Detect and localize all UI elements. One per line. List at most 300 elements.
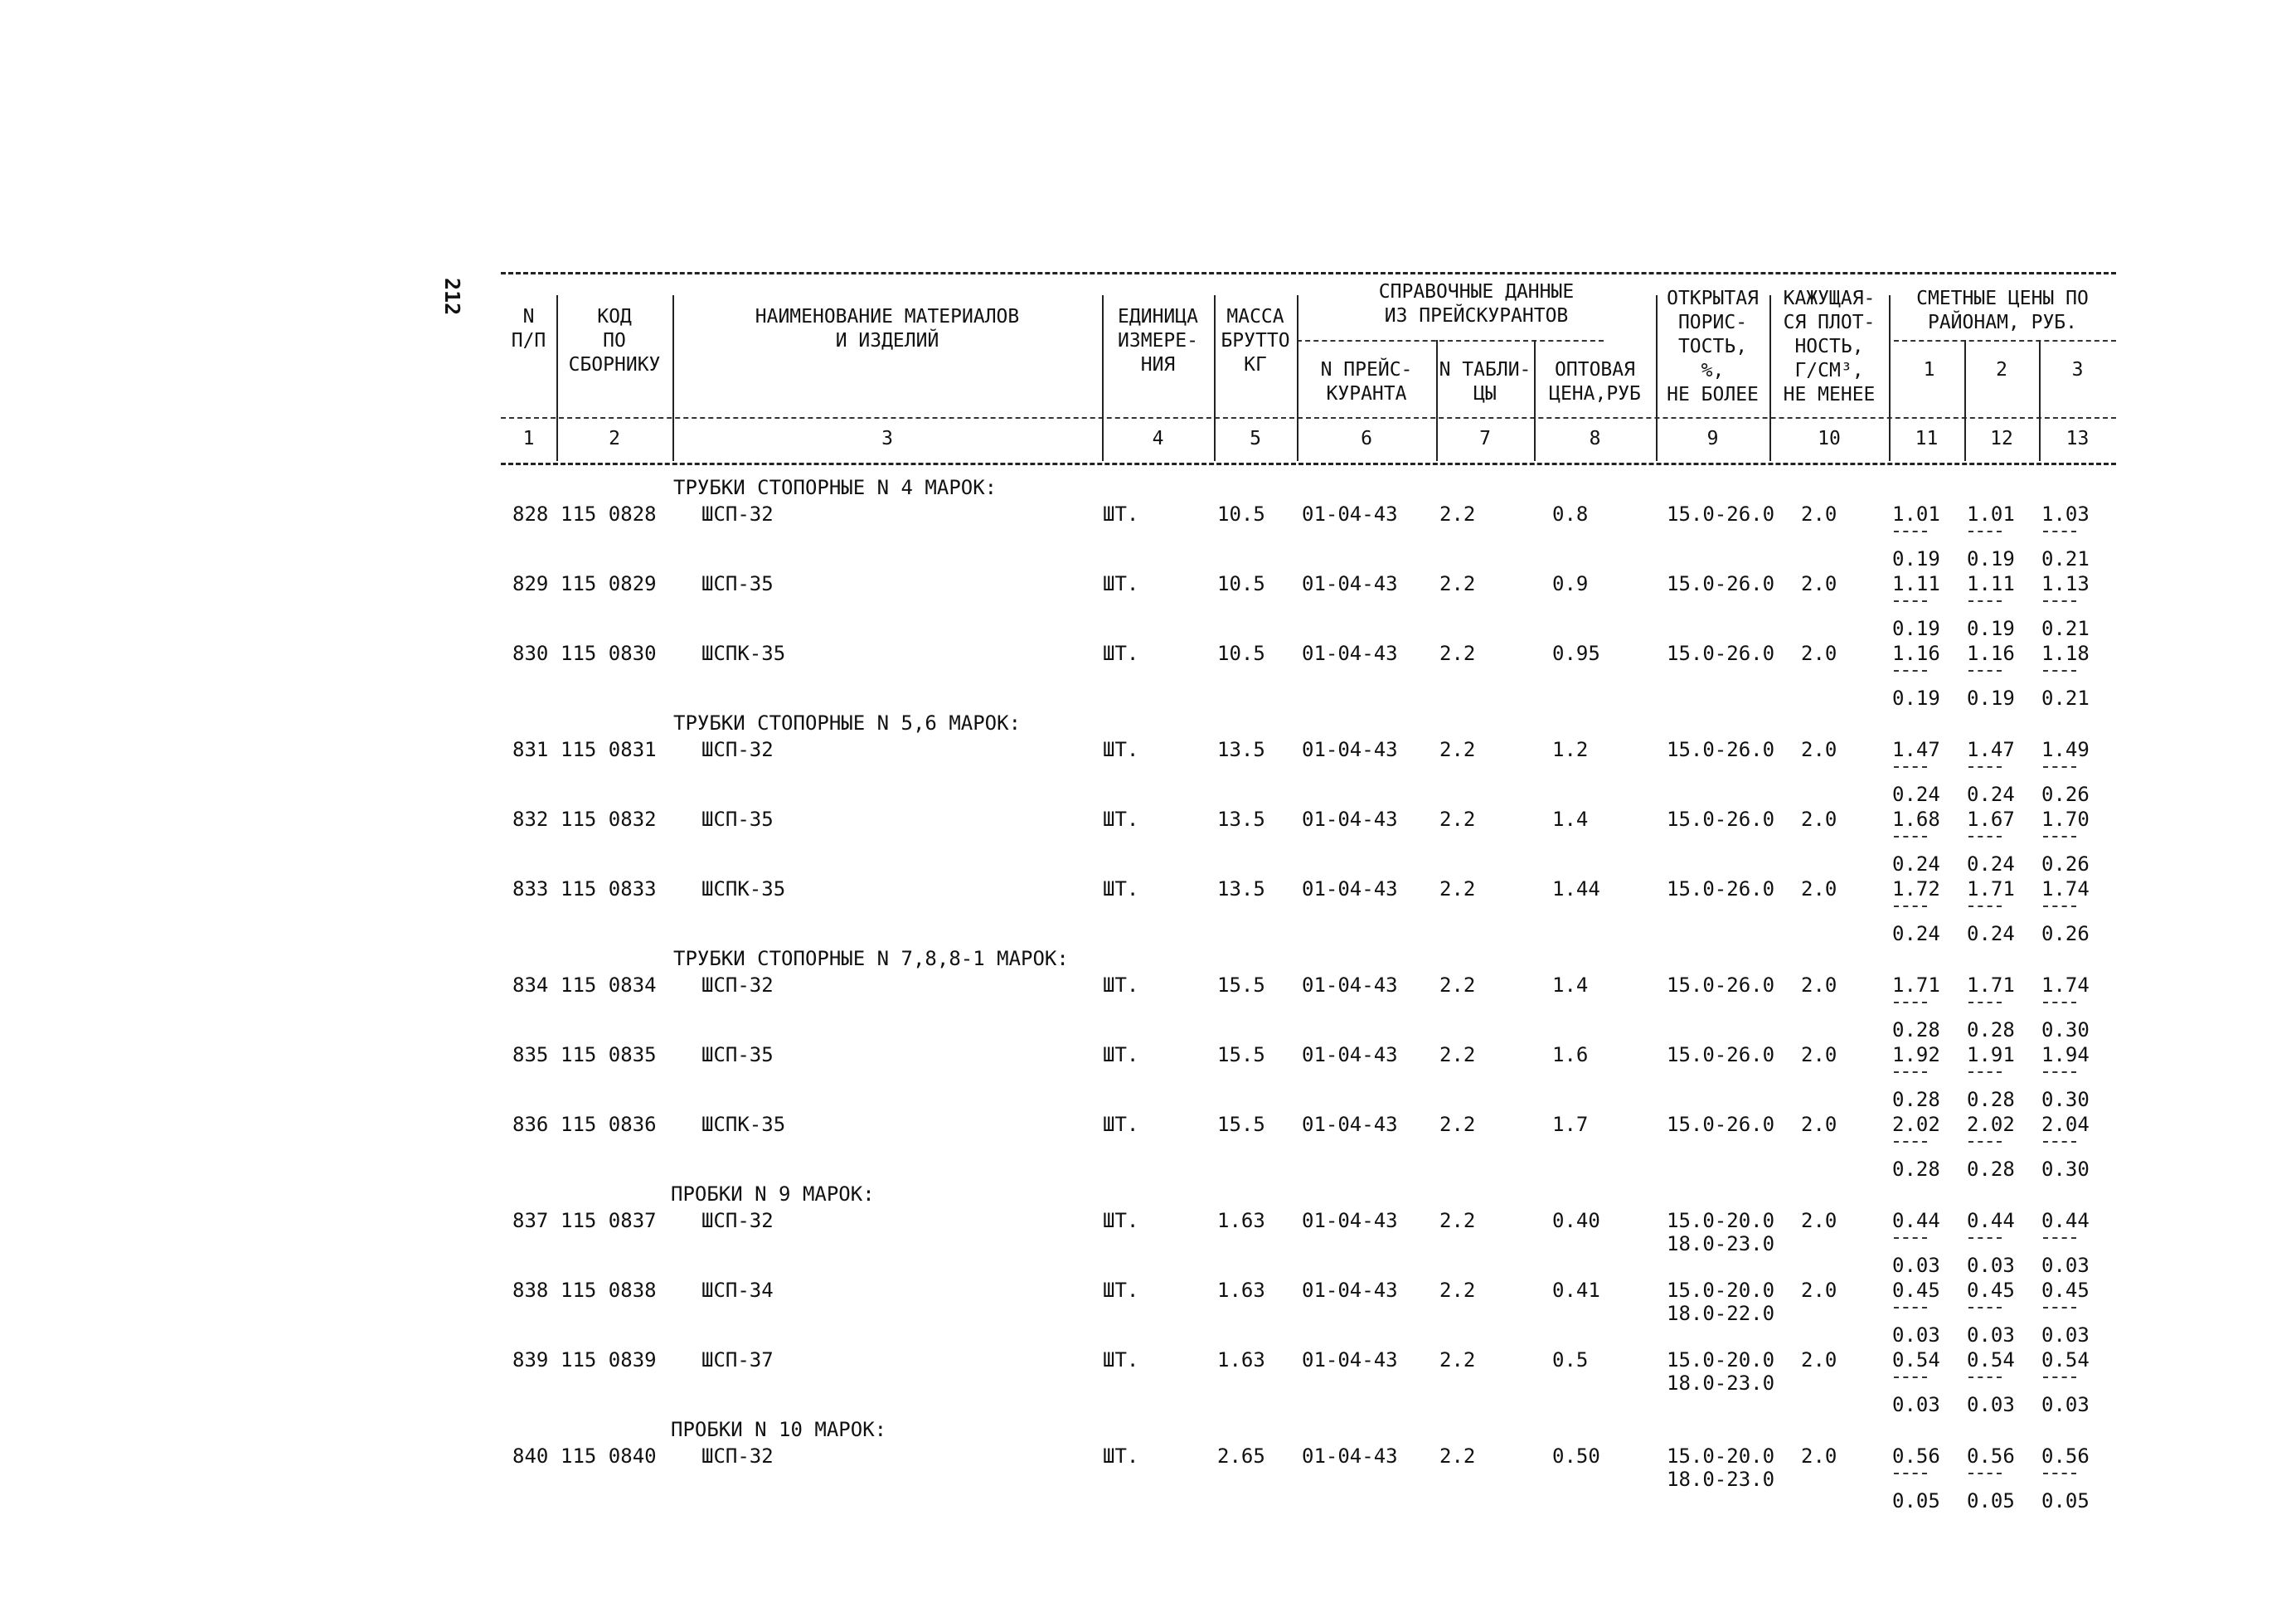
- row-material-name: ШСП-35: [701, 572, 774, 595]
- row-porosity: 15.0-26.0: [1667, 877, 1775, 901]
- header-estimated-prices: СМЕТНЫЕ ЦЕНЫ ПО РАЙОНАМ, РУБ.: [1916, 288, 2089, 333]
- row-material-name: ШСП-32: [701, 1209, 774, 1232]
- row-wholesale-price: 0.41: [1552, 1279, 1600, 1302]
- row-wage-1: 0.19: [1892, 617, 1940, 640]
- col-number: 1: [522, 428, 535, 449]
- row-code: 115 0840: [561, 1444, 657, 1468]
- row-porosity: 15.0-26.0: [1667, 1113, 1775, 1136]
- row-wage-3: 0.30: [2041, 1088, 2090, 1111]
- group-heading: ТРУБКИ СТОПОРНЫЕ N 5,6 МАРОК:: [673, 711, 1022, 735]
- fraction-bar: [1894, 1473, 1927, 1474]
- fraction-bar: [1894, 836, 1927, 837]
- row-porosity: 15.0-20.0: [1667, 1444, 1775, 1468]
- row-est-price-2: 1.16: [1967, 642, 2015, 665]
- row-code: 115 0834: [561, 973, 657, 997]
- col-number: 3: [881, 428, 893, 449]
- row-density: 2.0: [1801, 572, 1837, 595]
- row-code: 115 0829: [561, 572, 657, 595]
- row-price-list: 01-04-43: [1302, 572, 1398, 595]
- row-est-price-3: 1.03: [2041, 502, 2090, 526]
- row-unit: ШТ.: [1103, 1444, 1139, 1468]
- row-wage-2: 0.28: [1967, 1018, 2015, 1041]
- row-est-price-2: 1.67: [1967, 808, 2015, 831]
- row-price-list: 01-04-43: [1302, 642, 1398, 665]
- row-porosity-alt: 18.0-22.0: [1667, 1302, 1775, 1325]
- row-number: 828: [512, 502, 549, 526]
- row-wage-3: 0.05: [2041, 1489, 2090, 1512]
- row-est-price-3: 1.74: [2041, 973, 2090, 997]
- row-table-no: 2.2: [1439, 1209, 1476, 1232]
- row-material-name: ШСП-34: [701, 1279, 774, 1302]
- row-price-list: 01-04-43: [1302, 877, 1398, 901]
- row-wage-3: 0.26: [2041, 922, 2090, 945]
- row-price-list: 01-04-43: [1302, 738, 1398, 761]
- row-est-price-2: 0.45: [1967, 1279, 2015, 1302]
- row-porosity: 15.0-26.0: [1667, 808, 1775, 831]
- row-porosity: 15.0-20.0: [1667, 1279, 1775, 1302]
- row-wage-3: 0.03: [2041, 1254, 2090, 1277]
- header-table-no: N ТАБЛИ- ЦЫ: [1439, 359, 1531, 405]
- row-material-name: ШСП-35: [701, 808, 774, 831]
- row-est-price-3: 1.49: [2041, 738, 2090, 761]
- row-wholesale-price: 0.5: [1552, 1348, 1589, 1372]
- row-est-price-1: 1.71: [1892, 973, 1940, 997]
- row-wage-2: 0.24: [1967, 783, 2015, 806]
- row-table-no: 2.2: [1439, 877, 1476, 901]
- header-region-3: 3: [2071, 359, 2084, 381]
- col-number: 12: [1990, 428, 2013, 449]
- row-table-no: 2.2: [1439, 1348, 1476, 1372]
- row-est-price-3: 2.04: [2041, 1113, 2090, 1136]
- row-number: 837: [512, 1209, 549, 1232]
- row-number: 838: [512, 1279, 549, 1302]
- col-number: 9: [1706, 428, 1719, 449]
- fraction-bar: [1968, 905, 2002, 907]
- row-est-price-1: 1.11: [1892, 572, 1940, 595]
- row-porosity: 15.0-26.0: [1667, 973, 1775, 997]
- row-number: 835: [512, 1043, 549, 1066]
- row-est-price-1: 1.01: [1892, 502, 1940, 526]
- row-wage-2: 0.19: [1967, 547, 2015, 570]
- row-unit: ШТ.: [1103, 877, 1139, 901]
- row-wholesale-price: 0.8: [1552, 502, 1589, 526]
- row-density: 2.0: [1801, 877, 1837, 901]
- row-table-no: 2.2: [1439, 1444, 1476, 1468]
- ref-subheader-rule: [1297, 340, 1604, 342]
- row-unit: ШТ.: [1103, 572, 1139, 595]
- fraction-bar: [2043, 836, 2076, 837]
- fraction-bar: [1968, 1071, 2002, 1073]
- row-unit: ШТ.: [1103, 1209, 1139, 1232]
- row-wage-2: 0.24: [1967, 922, 2015, 945]
- fraction-bar: [2043, 1376, 2076, 1378]
- table-row: [501, 572, 2116, 642]
- table-row: [501, 808, 2116, 877]
- row-est-price-3: 0.56: [2041, 1444, 2090, 1468]
- row-mass: 15.5: [1217, 1113, 1265, 1136]
- row-wage-2: 0.03: [1967, 1393, 2015, 1416]
- row-material-name: ШСП-32: [701, 973, 774, 997]
- row-porosity: 15.0-26.0: [1667, 502, 1775, 526]
- row-mass: 13.5: [1217, 877, 1265, 901]
- row-density: 2.0: [1801, 1348, 1837, 1372]
- header-divider: [501, 417, 2116, 419]
- fraction-bar: [1894, 531, 1927, 532]
- row-est-price-3: 0.45: [2041, 1279, 2090, 1302]
- col-number: 8: [1589, 428, 1601, 449]
- row-density: 2.0: [1801, 502, 1837, 526]
- row-table-no: 2.2: [1439, 1279, 1476, 1302]
- row-est-price-1: 2.02: [1892, 1113, 1940, 1136]
- row-price-list: 01-04-43: [1302, 1279, 1398, 1302]
- table-row: [501, 1043, 2116, 1113]
- header-region-1: 1: [1923, 359, 1935, 381]
- row-est-price-2: 1.71: [1967, 973, 2015, 997]
- row-price-list: 01-04-43: [1302, 1043, 1398, 1066]
- row-code: 115 0832: [561, 808, 657, 831]
- fraction-bar: [1968, 1237, 2002, 1239]
- row-wage-2: 0.19: [1967, 617, 2015, 640]
- row-est-price-2: 1.11: [1967, 572, 2015, 595]
- row-est-price-1: 0.45: [1892, 1279, 1940, 1302]
- row-code: 115 0836: [561, 1113, 657, 1136]
- row-table-no: 2.2: [1439, 1043, 1476, 1066]
- row-code: 115 0835: [561, 1043, 657, 1066]
- fraction-bar: [2043, 905, 2076, 907]
- header-name: НАИМЕНОВАНИЕ МАТЕРИАЛОВ И ИЗДЕЛИЙ: [755, 306, 1020, 352]
- row-est-price-3: 1.70: [2041, 808, 2090, 831]
- row-code: 115 0838: [561, 1279, 657, 1302]
- row-density: 2.0: [1801, 1444, 1837, 1468]
- row-est-price-2: 2.02: [1967, 1113, 2015, 1136]
- row-number: 830: [512, 642, 549, 665]
- row-porosity-alt: 18.0-23.0: [1667, 1372, 1775, 1395]
- row-material-name: ШСП-37: [701, 1348, 774, 1372]
- row-est-price-1: 1.16: [1892, 642, 1940, 665]
- fraction-bar: [1894, 1002, 1927, 1003]
- row-est-price-1: 1.92: [1892, 1043, 1940, 1066]
- table-row: [501, 1113, 2116, 1182]
- header-code: КОД ПО СБОРНИКУ: [568, 306, 661, 376]
- header-n: N П/П: [511, 306, 546, 352]
- header-reference: СПРАВОЧНЫЕ ДАННЫЕ ИЗ ПРЕЙСКУРАНТОВ: [1378, 281, 1575, 327]
- row-wage-3: 0.21: [2041, 687, 2090, 710]
- fraction-bar: [2043, 1237, 2076, 1239]
- row-wage-1: 0.03: [1892, 1323, 1940, 1347]
- row-density: 2.0: [1801, 1279, 1837, 1302]
- row-table-no: 2.2: [1439, 502, 1476, 526]
- row-number: 831: [512, 738, 549, 761]
- group-heading: ТРУБКИ СТОПОРНЫЕ N 7,8,8-1 МАРОК:: [673, 947, 1069, 970]
- table-row: [501, 738, 2116, 808]
- row-mass: 2.65: [1217, 1444, 1265, 1468]
- row-unit: ШТ.: [1103, 808, 1139, 831]
- row-wage-2: 0.05: [1967, 1489, 2015, 1512]
- fraction-bar: [1968, 531, 2002, 532]
- row-est-price-3: 1.18: [2041, 642, 2090, 665]
- fraction-bar: [1968, 600, 2002, 602]
- row-wholesale-price: 1.44: [1552, 877, 1600, 901]
- row-material-name: ШСП-32: [701, 502, 774, 526]
- row-porosity: 15.0-26.0: [1667, 642, 1775, 665]
- row-code: 115 0830: [561, 642, 657, 665]
- row-wage-3: 0.03: [2041, 1323, 2090, 1347]
- fraction-bar: [1968, 1002, 2002, 1003]
- row-wage-1: 0.28: [1892, 1018, 1940, 1041]
- row-wage-1: 0.03: [1892, 1393, 1940, 1416]
- row-est-price-1: 0.54: [1892, 1348, 1940, 1372]
- col-number: 7: [1479, 428, 1491, 449]
- row-unit: ШТ.: [1103, 738, 1139, 761]
- row-wage-1: 0.28: [1892, 1088, 1940, 1111]
- row-table-no: 2.2: [1439, 738, 1476, 761]
- row-mass: 15.5: [1217, 973, 1265, 997]
- fraction-bar: [2043, 600, 2076, 602]
- row-price-list: 01-04-43: [1302, 1348, 1398, 1372]
- row-wage-1: 0.05: [1892, 1489, 1940, 1512]
- row-est-price-2: 0.44: [1967, 1209, 2015, 1232]
- fraction-bar: [1894, 670, 1927, 672]
- fraction-bar: [2043, 1141, 2076, 1143]
- row-wholesale-price: 0.9: [1552, 572, 1589, 595]
- row-wage-3: 0.26: [2041, 783, 2090, 806]
- row-wholesale-price: 0.95: [1552, 642, 1600, 665]
- row-code: 115 0831: [561, 738, 657, 761]
- page-number: 212: [440, 278, 464, 316]
- table-row: [501, 642, 2116, 711]
- row-mass: 1.63: [1217, 1279, 1265, 1302]
- row-wage-3: 0.30: [2041, 1018, 2090, 1041]
- row-est-price-1: 1.47: [1892, 738, 1940, 761]
- row-material-name: ШСПК-35: [701, 1113, 786, 1136]
- row-wage-2: 0.28: [1967, 1088, 2015, 1111]
- row-density: 2.0: [1801, 1043, 1837, 1066]
- group-heading: ТРУБКИ СТОПОРНЫЕ N 4 МАРОК:: [673, 476, 998, 499]
- header-region-2: 2: [1996, 359, 2007, 381]
- row-wage-3: 0.26: [2041, 852, 2090, 876]
- row-wholesale-price: 1.6: [1552, 1043, 1589, 1066]
- row-wholesale-price: 1.4: [1552, 808, 1589, 831]
- est-subheader-rule: [1894, 340, 2116, 342]
- row-wholesale-price: 1.4: [1552, 973, 1589, 997]
- row-unit: ШТ.: [1103, 1113, 1139, 1136]
- row-density: 2.0: [1801, 1209, 1837, 1232]
- row-est-price-1: 0.44: [1892, 1209, 1940, 1232]
- fraction-bar: [2043, 670, 2076, 672]
- row-number: 836: [512, 1113, 549, 1136]
- row-wholesale-price: 1.7: [1552, 1113, 1589, 1136]
- row-wage-1: 0.03: [1892, 1254, 1940, 1277]
- row-wage-1: 0.28: [1892, 1158, 1940, 1181]
- row-material-name: ШСП-35: [701, 1043, 774, 1066]
- fraction-bar: [1968, 1141, 2002, 1143]
- row-est-price-2: 0.56: [1967, 1444, 2015, 1468]
- fraction-bar: [1968, 1376, 2002, 1378]
- row-unit: ШТ.: [1103, 973, 1139, 997]
- group-heading: ПРОБКИ N 10 МАРОК:: [671, 1418, 887, 1441]
- row-wage-2: 0.28: [1967, 1158, 2015, 1181]
- header-price-list: N ПРЕЙС- КУРАНТА: [1320, 359, 1413, 405]
- row-wage-1: 0.19: [1892, 687, 1940, 710]
- row-number: 829: [512, 572, 549, 595]
- row-porosity: 15.0-20.0: [1667, 1348, 1775, 1372]
- row-density: 2.0: [1801, 973, 1837, 997]
- row-est-price-3: 0.54: [2041, 1348, 2090, 1372]
- row-wage-1: 0.24: [1892, 783, 1940, 806]
- fraction-bar: [1968, 670, 2002, 672]
- row-density: 2.0: [1801, 1113, 1837, 1136]
- row-est-price-2: 1.47: [1967, 738, 2015, 761]
- row-est-price-2: 1.71: [1967, 877, 2015, 901]
- fraction-bar: [1968, 766, 2002, 768]
- col-number: 5: [1250, 428, 1261, 449]
- row-code: 115 0833: [561, 877, 657, 901]
- fraction-bar: [2043, 766, 2076, 768]
- table-row: [501, 502, 2116, 572]
- row-wage-1: 0.24: [1892, 852, 1940, 876]
- row-porosity: 15.0-20.0: [1667, 1209, 1775, 1232]
- row-wholesale-price: 0.50: [1552, 1444, 1600, 1468]
- fraction-bar: [1894, 1237, 1927, 1239]
- row-number: 839: [512, 1348, 549, 1372]
- fraction-bar: [2043, 1307, 2076, 1308]
- row-wage-2: 0.19: [1967, 687, 2015, 710]
- row-number: 840: [512, 1444, 549, 1468]
- fraction-bar: [2043, 1071, 2076, 1073]
- row-table-no: 2.2: [1439, 808, 1476, 831]
- col-number: 2: [609, 428, 620, 449]
- header-wholesale: ОПТОВАЯ ЦЕНА,РУБ: [1549, 359, 1641, 405]
- row-mass: 10.5: [1217, 502, 1265, 526]
- table-row: [501, 973, 2116, 1043]
- row-est-price-3: 1.94: [2041, 1043, 2090, 1066]
- row-material-name: ШСП-32: [701, 1444, 774, 1468]
- price-table: [501, 272, 2116, 1541]
- row-wage-3: 0.21: [2041, 617, 2090, 640]
- header-density: КАЖУЩАЯ- СЯ ПЛОТ- НОСТЬ, Г/СМ³, НЕ МЕНЕЕ: [1783, 288, 1876, 405]
- row-unit: ШТ.: [1103, 1279, 1139, 1302]
- col-number: 6: [1361, 428, 1372, 449]
- row-density: 2.0: [1801, 738, 1837, 761]
- fraction-bar: [1968, 1473, 2002, 1474]
- row-code: 115 0828: [561, 502, 657, 526]
- fraction-bar: [1894, 905, 1927, 907]
- row-price-list: 01-04-43: [1302, 808, 1398, 831]
- fraction-bar: [1894, 1071, 1927, 1073]
- col-number: 13: [2065, 428, 2090, 449]
- row-mass: 13.5: [1217, 808, 1265, 831]
- row-mass: 13.5: [1217, 738, 1265, 761]
- row-code: 115 0837: [561, 1209, 657, 1232]
- row-table-no: 2.2: [1439, 642, 1476, 665]
- fraction-bar: [1894, 766, 1927, 768]
- row-material-name: ШСПК-35: [701, 642, 786, 665]
- table-top-rule: [501, 272, 2116, 274]
- row-est-price-2: 1.91: [1967, 1043, 2015, 1066]
- row-mass: 10.5: [1217, 572, 1265, 595]
- table-row: [501, 1279, 2116, 1348]
- row-est-price-1: 1.68: [1892, 808, 1940, 831]
- row-est-price-1: 1.72: [1892, 877, 1940, 901]
- row-wage-3: 0.21: [2041, 547, 2090, 570]
- col-number: 10: [1818, 428, 1841, 449]
- table-row: [501, 1348, 2116, 1418]
- fraction-bar: [2043, 1473, 2076, 1474]
- row-price-list: 01-04-43: [1302, 502, 1398, 526]
- row-est-price-1: 0.56: [1892, 1444, 1940, 1468]
- header-bottom-rule: [501, 463, 2116, 465]
- row-wage-1: 0.19: [1892, 547, 1940, 570]
- row-unit: ШТ.: [1103, 502, 1139, 526]
- row-est-price-3: 1.13: [2041, 572, 2090, 595]
- row-density: 2.0: [1801, 808, 1837, 831]
- row-wage-3: 0.30: [2041, 1158, 2090, 1181]
- row-density: 2.0: [1801, 642, 1837, 665]
- fraction-bar: [2043, 531, 2076, 532]
- row-table-no: 2.2: [1439, 572, 1476, 595]
- fraction-bar: [1894, 1141, 1927, 1143]
- group-heading: ПРОБКИ N 9 МАРОК:: [671, 1182, 875, 1206]
- row-price-list: 01-04-43: [1302, 1209, 1398, 1232]
- fraction-bar: [1968, 836, 2002, 837]
- fraction-bar: [2043, 1002, 2076, 1003]
- row-est-price-3: 1.74: [2041, 877, 2090, 901]
- row-price-list: 01-04-43: [1302, 973, 1398, 997]
- row-material-name: ШСП-32: [701, 738, 774, 761]
- row-wage-2: 0.24: [1967, 852, 2015, 876]
- row-wholesale-price: 1.2: [1552, 738, 1589, 761]
- row-price-list: 01-04-43: [1302, 1113, 1398, 1136]
- row-wage-2: 0.03: [1967, 1254, 2015, 1277]
- row-est-price-2: 0.54: [1967, 1348, 2015, 1372]
- row-price-list: 01-04-43: [1302, 1444, 1398, 1468]
- header-mass: МАССА БРУТТО КГ: [1221, 306, 1290, 376]
- row-porosity: 15.0-26.0: [1667, 572, 1775, 595]
- col-number: 11: [1915, 428, 1939, 449]
- row-unit: ШТ.: [1103, 642, 1139, 665]
- row-number: 834: [512, 973, 549, 997]
- col-number: 4: [1152, 428, 1164, 449]
- header-unit: ЕДИНИЦА ИЗМЕРЕ- НИЯ: [1118, 306, 1198, 376]
- row-code: 115 0839: [561, 1348, 657, 1372]
- row-est-price-2: 1.01: [1967, 502, 2015, 526]
- fraction-bar: [1894, 600, 1927, 602]
- fraction-bar: [1968, 1307, 2002, 1308]
- row-mass: 1.63: [1217, 1348, 1265, 1372]
- row-porosity-alt: 18.0-23.0: [1667, 1232, 1775, 1255]
- row-number: 832: [512, 808, 549, 831]
- row-material-name: ШСПК-35: [701, 877, 786, 901]
- row-est-price-3: 0.44: [2041, 1209, 2090, 1232]
- header-porosity: ОТКРЫТАЯ ПОРИС- ТОСТЬ, %, НЕ БОЛЕЕ: [1667, 288, 1759, 405]
- fraction-bar: [1894, 1307, 1927, 1308]
- row-table-no: 2.2: [1439, 973, 1476, 997]
- row-wage-3: 0.03: [2041, 1393, 2090, 1416]
- row-unit: ШТ.: [1103, 1348, 1139, 1372]
- row-porosity: 15.0-26.0: [1667, 1043, 1775, 1066]
- row-wholesale-price: 0.40: [1552, 1209, 1600, 1232]
- row-mass: 10.5: [1217, 642, 1265, 665]
- row-mass: 1.63: [1217, 1209, 1265, 1232]
- table-row: [501, 1444, 2116, 1514]
- row-mass: 15.5: [1217, 1043, 1265, 1066]
- row-porosity-alt: 18.0-23.0: [1667, 1468, 1775, 1491]
- row-unit: ШТ.: [1103, 1043, 1139, 1066]
- row-porosity: 15.0-26.0: [1667, 738, 1775, 761]
- row-wage-2: 0.03: [1967, 1323, 2015, 1347]
- row-wage-1: 0.24: [1892, 922, 1940, 945]
- row-number: 833: [512, 877, 549, 901]
